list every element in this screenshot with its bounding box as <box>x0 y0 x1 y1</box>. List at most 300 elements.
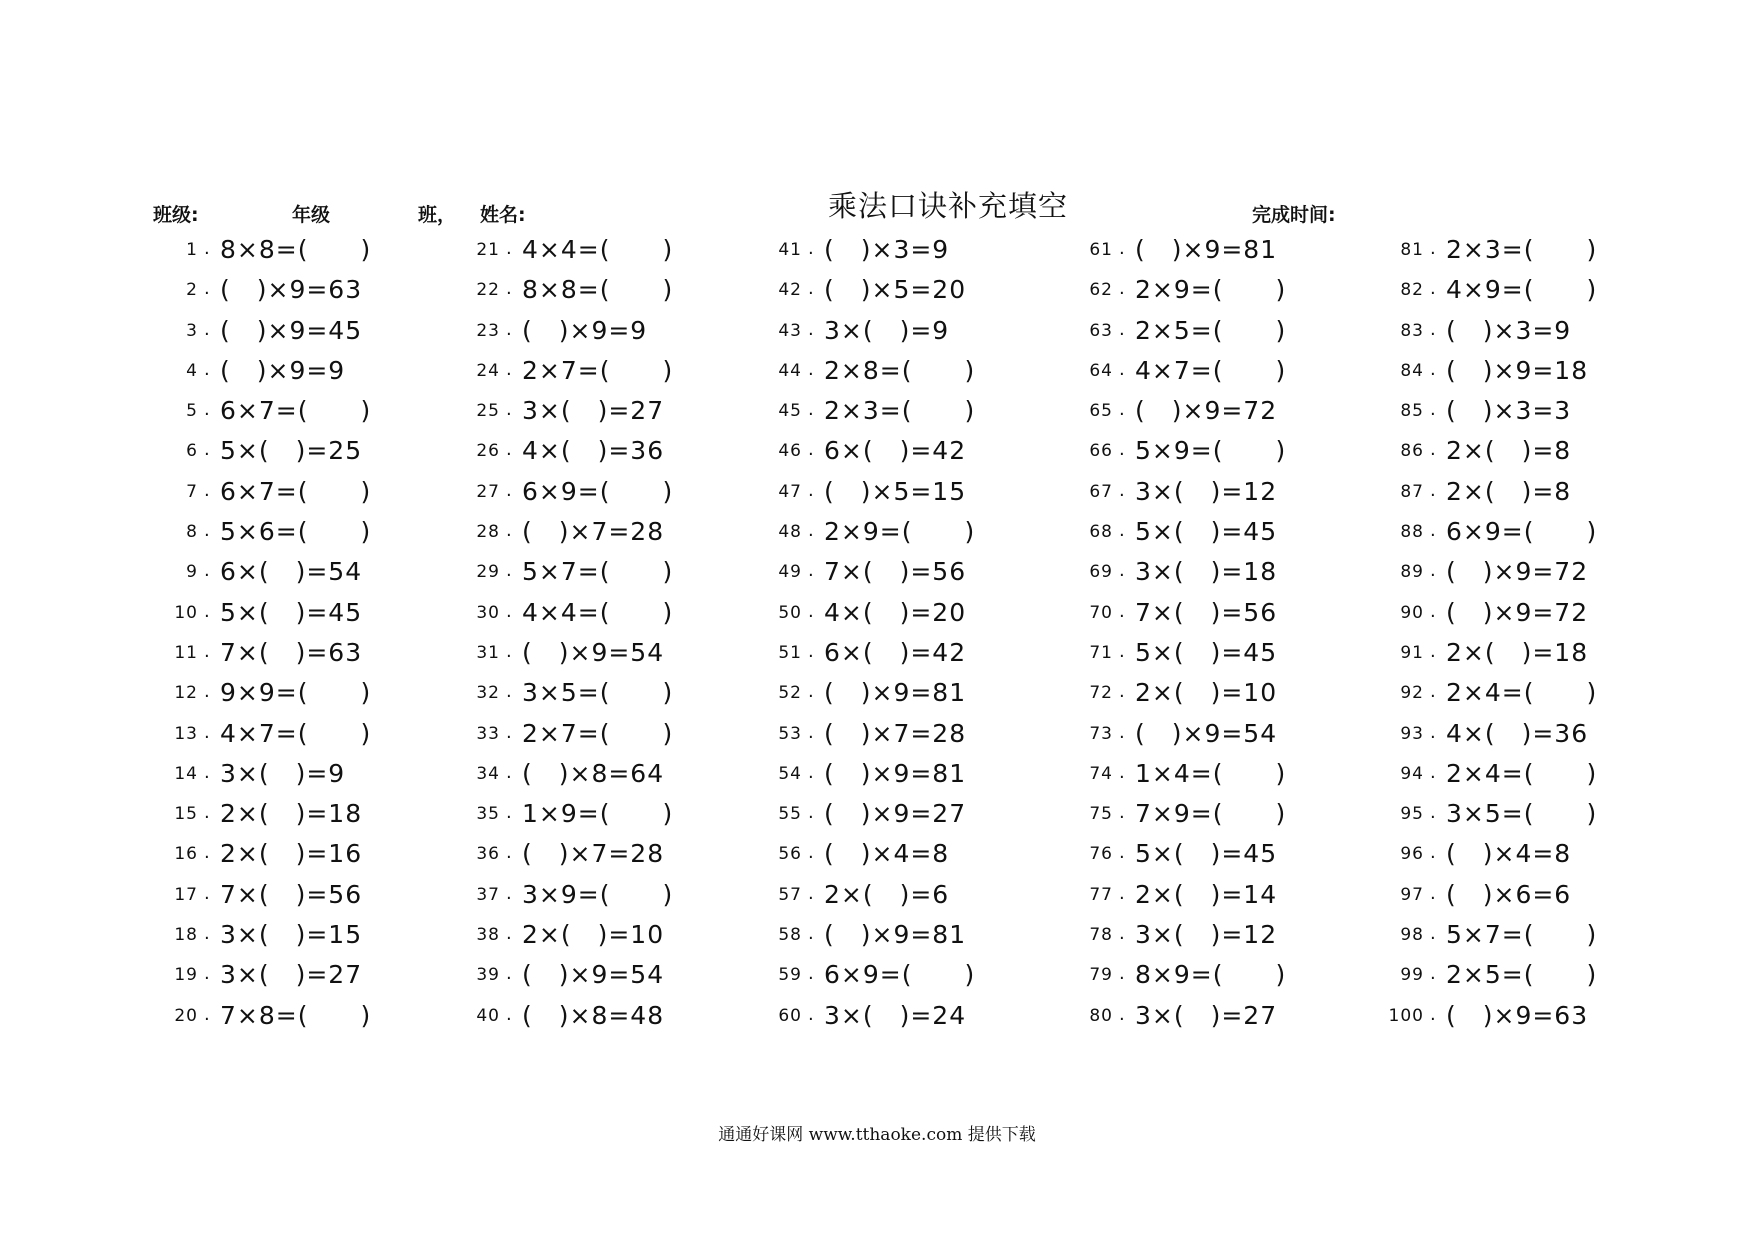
problem-number: 90 <box>1400 602 1424 623</box>
problem-separator: . <box>808 640 814 662</box>
problem-expression: ( )×9=9 <box>220 355 346 385</box>
problem-number: 36 <box>476 844 500 865</box>
problem-separator: . <box>1430 963 1436 985</box>
problem-expression: 2×3=( ) <box>824 396 976 426</box>
problem-separator: . <box>808 520 814 542</box>
problem-number: 57 <box>778 884 802 905</box>
problem-separator: . <box>204 761 210 783</box>
problem-number: 1 <box>186 240 198 260</box>
problem-number: 46 <box>778 441 802 462</box>
problem-separator: . <box>1430 721 1436 743</box>
problem-expression: 5×7=( ) <box>1446 920 1598 950</box>
problem-separator: . <box>506 358 512 380</box>
problem-expression: 4×4=( ) <box>522 597 674 627</box>
problem-expression: 3×( )=15 <box>220 920 363 950</box>
problem-separator: . <box>506 600 512 622</box>
problem-separator: . <box>204 439 210 461</box>
problem-number: 18 <box>174 925 198 946</box>
problem-number: 14 <box>174 763 198 784</box>
problem-expression: ( )×6=6 <box>1446 879 1572 909</box>
problem-number: 80 <box>1089 1005 1113 1026</box>
problem-number: 76 <box>1089 844 1113 865</box>
problem-separator: . <box>506 681 512 703</box>
problem-separator: . <box>204 963 210 985</box>
problem-separator: . <box>1119 721 1125 743</box>
problem-number: 42 <box>778 280 802 301</box>
problem-expression: 3×( )=24 <box>824 1000 967 1030</box>
problem-separator: . <box>204 278 210 300</box>
problem-separator: . <box>506 640 512 662</box>
problem-expression: 8×8=( ) <box>220 235 372 264</box>
problem-number: 96 <box>1400 844 1424 865</box>
problem-expression: 1×9=( ) <box>522 799 674 829</box>
problem-separator: . <box>1430 318 1436 340</box>
problem-number: 48 <box>778 522 802 543</box>
problem-separator: . <box>204 399 210 421</box>
problem-separator: . <box>808 358 814 380</box>
problem-separator: . <box>204 520 210 542</box>
problem-separator: . <box>204 721 210 743</box>
problem-expression: 6×9=( ) <box>1446 517 1598 547</box>
problem-separator: . <box>808 439 814 461</box>
problem-separator: . <box>204 802 210 824</box>
problem-number: 31 <box>476 642 500 663</box>
problem-number: 83 <box>1400 320 1424 341</box>
problem-separator: . <box>506 560 512 582</box>
problem-expression: ( )×7=28 <box>824 718 967 748</box>
problem-separator: . <box>1119 842 1125 864</box>
problem-number: 41 <box>778 240 802 260</box>
problem-number: 55 <box>778 804 802 825</box>
problem-number: 59 <box>778 965 802 986</box>
problem-expression: 2×9=( ) <box>824 517 976 547</box>
problem-separator: . <box>506 802 512 824</box>
problem-separator: . <box>506 238 512 259</box>
problem-separator: . <box>204 882 210 904</box>
problem-expression: ( )×8=48 <box>522 1000 665 1030</box>
problem-expression: 6×9=( ) <box>522 476 674 506</box>
problem-expression: 3×( )=12 <box>1135 920 1278 950</box>
problem-separator: . <box>506 479 512 501</box>
problem-expression: ( )×4=8 <box>824 839 950 869</box>
problem-separator: . <box>1119 358 1125 380</box>
problem-expression: 3×( )=9 <box>220 758 346 788</box>
problem-number: 79 <box>1089 965 1113 986</box>
problem-number: 95 <box>1400 804 1424 825</box>
problem-expression: 2×5=( ) <box>1446 960 1598 990</box>
problem-number: 52 <box>778 683 802 704</box>
problem-number: 71 <box>1089 642 1113 663</box>
problem-number: 99 <box>1400 965 1424 986</box>
problem-number: 17 <box>174 884 198 905</box>
problem-expression: 2×3=( ) <box>1446 235 1598 264</box>
problem-separator: . <box>808 802 814 824</box>
problem-expression: 2×7=( ) <box>522 355 674 385</box>
problem-number: 69 <box>1089 562 1113 583</box>
problem-expression: 2×8=( ) <box>824 355 976 385</box>
problem-expression: 4×4=( ) <box>522 235 674 264</box>
problem-expression: 5×9=( ) <box>1135 436 1287 466</box>
problem-expression: 4×7=( ) <box>220 718 372 748</box>
problem-number: 16 <box>174 844 198 865</box>
problem-separator: . <box>204 318 210 340</box>
problem-expression: 3×( )=27 <box>220 960 363 990</box>
problem-number: 39 <box>476 965 500 986</box>
problem-expression: 5×( )=45 <box>220 597 363 627</box>
problem-separator: . <box>506 399 512 421</box>
problem-expression: ( )×9=18 <box>1446 355 1589 385</box>
problem-number: 30 <box>476 602 500 623</box>
problem-expression: 2×4=( ) <box>1446 678 1598 708</box>
problem-separator: . <box>204 640 210 662</box>
problem-separator: . <box>1430 479 1436 501</box>
problem-expression: 5×( )=45 <box>1135 637 1278 667</box>
problem-number: 12 <box>174 683 198 704</box>
problem-number: 75 <box>1089 804 1113 825</box>
problem-separator: . <box>1119 600 1125 622</box>
problem-number: 100 <box>1388 1005 1424 1026</box>
problem-expression: 6×( )=42 <box>824 637 967 667</box>
class-label: 班级: <box>153 204 199 226</box>
problem-separator: . <box>506 278 512 300</box>
problem-separator: . <box>1119 640 1125 662</box>
problem-separator: . <box>1119 399 1125 421</box>
problem-separator: . <box>808 238 814 259</box>
worksheet-title: 乘法口诀补充填空 <box>828 189 1069 223</box>
problem-separator: . <box>204 600 210 622</box>
problem-separator: . <box>1430 882 1436 904</box>
problem-number: 38 <box>476 925 500 946</box>
problem-separator: . <box>204 358 210 380</box>
problem-expression: ( )×9=54 <box>1135 718 1278 748</box>
problem-expression: 6×( )=42 <box>824 436 967 466</box>
problem-expression: 2×9=( ) <box>1135 275 1287 305</box>
problem-expression: 2×( )=8 <box>1446 476 1572 506</box>
problem-number: 33 <box>476 723 500 744</box>
problem-separator: . <box>1119 681 1125 703</box>
completion-time-label: 完成时间: <box>1252 204 1336 226</box>
problem-expression: 2×( )=10 <box>1135 678 1278 708</box>
problem-separator: . <box>1430 640 1436 662</box>
problem-number: 32 <box>476 683 500 704</box>
problem-expression: 5×6=( ) <box>220 517 372 547</box>
problem-number: 22 <box>476 280 500 301</box>
problem-number: 44 <box>778 360 802 381</box>
problem-number: 78 <box>1089 925 1113 946</box>
problem-separator: . <box>1430 600 1436 622</box>
problem-expression: ( )×9=72 <box>1446 557 1589 587</box>
problem-separator: . <box>1119 560 1125 582</box>
problem-separator: . <box>1119 479 1125 501</box>
problem-expression: ( )×3=9 <box>824 235 950 264</box>
problem-separator: . <box>808 318 814 340</box>
problem-number: 54 <box>778 763 802 784</box>
problem-number: 60 <box>778 1005 802 1026</box>
problem-expression: ( )×9=63 <box>220 275 363 305</box>
problem-expression: 3×9=( ) <box>522 879 674 909</box>
problem-number: 74 <box>1089 763 1113 784</box>
problem-separator: . <box>808 842 814 864</box>
problem-separator: . <box>1430 358 1436 380</box>
problem-expression: ( )×5=20 <box>824 275 967 305</box>
problem-expression: ( )×9=72 <box>1135 396 1278 426</box>
problem-expression: 2×( )=18 <box>1446 637 1589 667</box>
problem-separator: . <box>1119 1003 1125 1025</box>
problem-expression: 3×( )=12 <box>1135 476 1278 506</box>
problem-separator: . <box>204 1003 210 1025</box>
problem-separator: . <box>1430 923 1436 945</box>
problem-number: 84 <box>1400 360 1424 381</box>
problem-expression: ( )×9=63 <box>1446 1000 1589 1030</box>
problem-separator: . <box>506 842 512 864</box>
problem-number: 85 <box>1400 401 1424 422</box>
problem-expression: 3×( )=27 <box>522 396 665 426</box>
problem-number: 4 <box>186 360 198 381</box>
problem-separator: . <box>808 761 814 783</box>
problem-expression: 6×7=( ) <box>220 396 372 426</box>
problem-separator: . <box>1430 520 1436 542</box>
problem-separator: . <box>1119 318 1125 340</box>
problem-expression: ( )×9=45 <box>220 315 363 345</box>
problem-expression: ( )×7=28 <box>522 517 665 547</box>
problem-number: 88 <box>1400 522 1424 543</box>
problem-number: 82 <box>1400 280 1424 301</box>
problem-number: 65 <box>1089 401 1113 422</box>
problem-number: 64 <box>1089 360 1113 381</box>
problem-expression: 9×9=( ) <box>220 678 372 708</box>
problem-number: 56 <box>778 844 802 865</box>
problem-expression: ( )×9=81 <box>1135 235 1278 264</box>
problem-separator: . <box>1430 802 1436 824</box>
problem-separator: . <box>204 681 210 703</box>
problem-separator: . <box>1430 439 1436 461</box>
problem-number: 49 <box>778 562 802 583</box>
problem-expression: 3×( )=18 <box>1135 557 1278 587</box>
problem-number: 91 <box>1400 642 1424 663</box>
problem-expression: 3×5=( ) <box>522 678 674 708</box>
problem-number: 58 <box>778 925 802 946</box>
problem-separator: . <box>808 479 814 501</box>
problem-number: 81 <box>1400 240 1424 260</box>
problem-expression: 3×( )=9 <box>824 315 950 345</box>
problem-number: 66 <box>1089 441 1113 462</box>
problem-expression: ( )×9=72 <box>1446 597 1589 627</box>
problem-number: 34 <box>476 763 500 784</box>
problem-separator: . <box>1119 882 1125 904</box>
problem-number: 27 <box>476 481 500 502</box>
problem-number: 7 <box>186 481 198 502</box>
problem-expression: 2×4=( ) <box>1446 758 1598 788</box>
problem-expression: ( )×9=81 <box>824 758 967 788</box>
problem-expression: 2×5=( ) <box>1135 315 1287 345</box>
problem-separator: . <box>506 318 512 340</box>
grade-label: 年级 <box>292 204 331 226</box>
problem-number: 10 <box>174 602 198 623</box>
problem-number: 43 <box>778 320 802 341</box>
problem-separator: . <box>808 963 814 985</box>
problem-expression: ( )×4=8 <box>1446 839 1572 869</box>
problem-separator: . <box>1119 238 1125 259</box>
problem-number: 3 <box>186 320 198 341</box>
problem-separator: . <box>1119 802 1125 824</box>
problem-number: 93 <box>1400 723 1424 744</box>
problem-separator: . <box>808 278 814 300</box>
problem-expression: 7×( )=56 <box>220 879 363 909</box>
problem-expression: 6×9=( ) <box>824 960 976 990</box>
problem-expression: 7×8=( ) <box>220 1000 372 1030</box>
problem-separator: . <box>1430 1003 1436 1025</box>
problem-number: 15 <box>174 804 198 825</box>
problem-number: 87 <box>1400 481 1424 502</box>
problem-separator: . <box>808 721 814 743</box>
problem-number: 47 <box>778 481 802 502</box>
problem-number: 21 <box>476 240 500 260</box>
problem-number: 29 <box>476 562 500 583</box>
problem-number: 25 <box>476 401 500 422</box>
problem-expression: 5×7=( ) <box>522 557 674 587</box>
problem-number: 67 <box>1089 481 1113 502</box>
problem-number: 53 <box>778 723 802 744</box>
problem-separator: . <box>204 238 210 259</box>
problem-expression: 2×( )=10 <box>522 920 665 950</box>
problem-separator: . <box>506 721 512 743</box>
problem-number: 37 <box>476 884 500 905</box>
problem-number: 86 <box>1400 441 1424 462</box>
problem-expression: ( )×9=81 <box>824 920 967 950</box>
problem-expression: 2×( )=18 <box>220 799 363 829</box>
problem-separator: . <box>808 882 814 904</box>
problem-expression: 4×( )=36 <box>522 436 665 466</box>
problem-expression: 4×9=( ) <box>1446 275 1598 305</box>
problem-number: 8 <box>186 522 198 543</box>
problem-expression: 4×7=( ) <box>1135 355 1287 385</box>
problem-separator: . <box>1430 278 1436 300</box>
problem-number: 70 <box>1089 602 1113 623</box>
problem-separator: . <box>808 1003 814 1025</box>
problem-number: 62 <box>1089 280 1113 301</box>
problem-number: 26 <box>476 441 500 462</box>
problem-separator: . <box>808 923 814 945</box>
problem-expression: 7×( )=63 <box>220 637 363 667</box>
problem-expression: ( )×3=9 <box>1446 315 1572 345</box>
problem-expression: ( )×9=54 <box>522 637 665 667</box>
ban-label: 班， <box>418 204 457 226</box>
problem-expression: 5×( )=25 <box>220 436 363 466</box>
problem-expression: ( )×5=15 <box>824 476 967 506</box>
problem-separator: . <box>204 479 210 501</box>
problem-number: 50 <box>778 602 802 623</box>
problem-number: 63 <box>1089 320 1113 341</box>
problem-expression: 2×7=( ) <box>522 718 674 748</box>
problem-number: 98 <box>1400 925 1424 946</box>
problem-separator: . <box>506 882 512 904</box>
problem-expression: 2×( )=6 <box>824 879 950 909</box>
problem-expression: 7×( )=56 <box>824 557 967 587</box>
problem-number: 2 <box>186 280 198 301</box>
problem-expression: 5×( )=45 <box>1135 517 1278 547</box>
problem-expression: ( )×9=9 <box>522 315 648 345</box>
problem-separator: . <box>808 681 814 703</box>
problem-expression: 3×( )=27 <box>1135 1000 1278 1030</box>
problem-separator: . <box>808 399 814 421</box>
problem-expression: 4×( )=20 <box>824 597 967 627</box>
problem-separator: . <box>506 923 512 945</box>
problem-separator: . <box>1430 238 1436 259</box>
problem-number: 13 <box>174 723 198 744</box>
problem-separator: . <box>506 520 512 542</box>
problem-expression: 7×9=( ) <box>1135 799 1287 829</box>
problem-expression: 6×7=( ) <box>220 476 372 506</box>
problem-separator: . <box>1430 681 1436 703</box>
problem-separator: . <box>1430 560 1436 582</box>
problem-expression: 4×( )=36 <box>1446 718 1589 748</box>
problem-number: 20 <box>174 1005 198 1026</box>
problem-expression: ( )×3=3 <box>1446 396 1572 426</box>
problem-expression: 7×( )=56 <box>1135 597 1278 627</box>
problem-separator: . <box>204 923 210 945</box>
problem-expression: 2×( )=14 <box>1135 879 1278 909</box>
problem-expression: 3×5=( ) <box>1446 799 1598 829</box>
problem-number: 23 <box>476 320 500 341</box>
problem-number: 97 <box>1400 884 1424 905</box>
problem-separator: . <box>1119 439 1125 461</box>
problem-number: 89 <box>1400 562 1424 583</box>
problem-number: 45 <box>778 401 802 422</box>
problem-expression: 1×4=( ) <box>1135 758 1287 788</box>
problem-number: 73 <box>1089 723 1113 744</box>
problem-expression: 8×9=( ) <box>1135 960 1287 990</box>
problem-separator: . <box>204 560 210 582</box>
problem-separator: . <box>1430 399 1436 421</box>
problem-expression: 8×8=( ) <box>522 275 674 305</box>
problem-separator: . <box>1119 923 1125 945</box>
problem-number: 5 <box>186 401 198 422</box>
problem-separator: . <box>808 560 814 582</box>
problem-number: 77 <box>1089 884 1113 905</box>
problem-number: 35 <box>476 804 500 825</box>
problem-separator: . <box>204 842 210 864</box>
problem-expression: 2×( )=8 <box>1446 436 1572 466</box>
problem-separator: . <box>1119 278 1125 300</box>
problem-separator: . <box>506 1003 512 1025</box>
problem-number: 40 <box>476 1005 500 1026</box>
problem-separator: . <box>1430 842 1436 864</box>
problem-expression: ( )×9=27 <box>824 799 967 829</box>
problem-separator: . <box>1119 520 1125 542</box>
problem-separator: . <box>808 600 814 622</box>
problem-number: 94 <box>1400 763 1424 784</box>
problem-expression: ( )×7=28 <box>522 839 665 869</box>
problem-number: 6 <box>186 441 198 462</box>
problem-number: 28 <box>476 522 500 543</box>
problem-expression: 6×( )=54 <box>220 557 363 587</box>
problem-separator: . <box>506 439 512 461</box>
problem-expression: ( )×9=81 <box>824 678 967 708</box>
problem-expression: 5×( )=45 <box>1135 839 1278 869</box>
footer-credit: 通通好课网 www.tthaoke.com 提供下载 <box>718 1125 1036 1145</box>
problem-number: 51 <box>778 642 802 663</box>
problem-number: 92 <box>1400 683 1424 704</box>
problem-number: 9 <box>186 562 198 583</box>
problem-number: 11 <box>174 642 198 663</box>
problem-expression: ( )×9=54 <box>522 960 665 990</box>
problem-number: 19 <box>174 965 198 986</box>
problem-expression: 2×( )=16 <box>220 839 363 869</box>
problem-number: 24 <box>476 360 500 381</box>
name-label: 姓名: <box>480 204 526 226</box>
problem-number: 72 <box>1089 683 1113 704</box>
problem-expression: ( )×8=64 <box>522 758 665 788</box>
